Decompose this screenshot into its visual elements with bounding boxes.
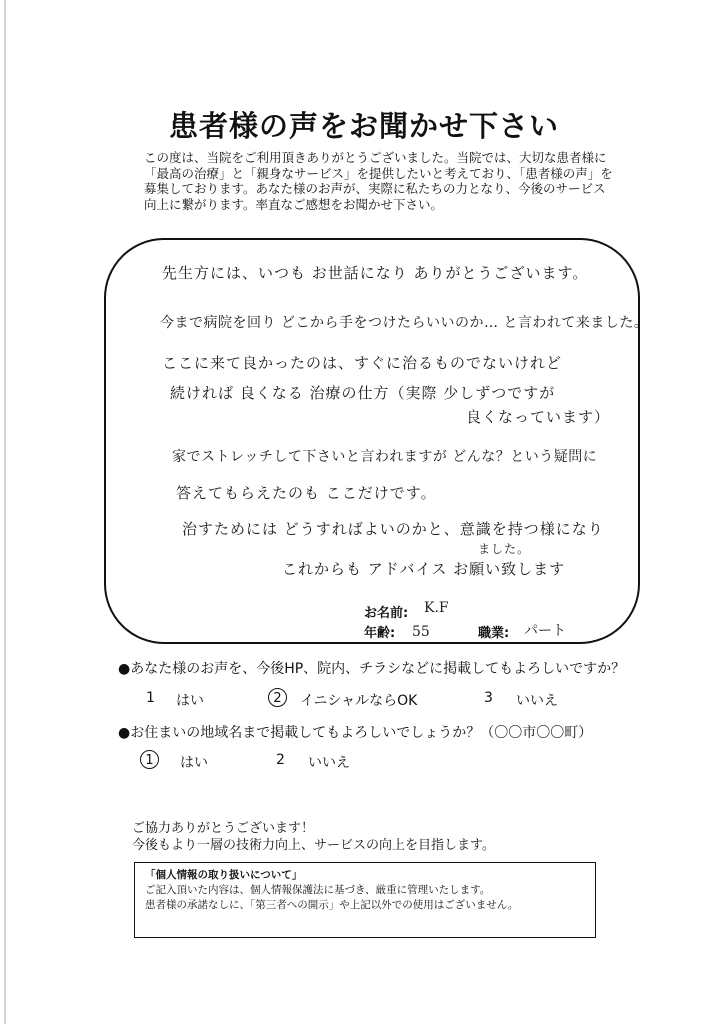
comment-line: ました。 [478,542,531,556]
comment-line: 治すためには どうすればよいのかと、意識を持つ様になり [182,520,604,538]
q2-option-1-label: はい [180,755,208,771]
comment-line: 先生方には、いつも お世話になり ありがとうございます。 [162,264,589,282]
comment-line: ここに来て良かったのは、すぐに治るものでないけれど [162,354,563,372]
name-label: お名前: [364,606,409,621]
comment-line: 答えてもらえたのも ここだけです。 [176,484,437,502]
age-label: 年齢: [364,626,396,641]
privacy-line-1: ご記入頂いた内容は、個人情報保護法に基づき、厳重に管理いたします。 [145,884,491,896]
thanks-message [132,820,495,854]
thanks-line-1: ご協力ありがとうございます！ [132,821,315,836]
selected-circle: 2 [268,688,287,707]
q1-option-3-number: 3 [484,690,493,706]
comment-line: 家でストレッチして下さいと言われますが どんな？という疑問に [172,449,598,465]
comment-line: 今まで病院を回り どこから手をつけたらいいのか… と言われて来ました。 [160,315,649,331]
q1-option-2-number [268,688,287,707]
age-value: 55 [412,624,430,640]
thanks-line-2: 今後もより一層の技術力向上、サービスの向上を目指します。 [132,838,495,853]
privacy-notice [134,862,596,938]
q2-option-2-number: 2 [276,752,285,768]
question-area: ●お住まいの地域名まで掲載してもよろしいでしょうか？（〇〇市〇〇町） [118,725,593,741]
intro-text: この度は、当院をご利用頂きありがとうございました。当院では、大切な患者様に「最高の治療」と「親身なサービス」を提供したいと考えており、「患者様の声」を募集しております。あなた様のお声が、実際に私たちの力となり、今後のサービス向上に繋がります。率直なご感想をお聞かせ下さい。 [144,150,613,212]
q2-option-1-number [140,750,159,769]
job-value: パート [524,623,566,639]
comment-line: 良くなっています） [466,408,611,426]
q1-option-1-number: 1 [146,690,155,706]
comment-box [104,238,640,644]
scan-edge [4,0,6,1024]
q1-option-2-label: イニシャルならOK [300,693,418,709]
privacy-heading: 「個人情報の取り扱いについて」 [145,869,303,881]
job-label: 職業: [478,626,510,641]
question-publish: ●あなた様のお声を、今後HP、院内、チラシなどに掲載してもよろしいですか？ [118,661,626,677]
selected-circle: 1 [140,750,159,769]
page-title: 患者様の声をお聞かせ下さい [168,109,559,143]
q1-option-3-label: いいえ [516,693,558,709]
q2-option-2-label: いいえ [308,755,350,771]
q1-option-1-label: はい [176,693,204,709]
comment-line: 続ければ 良くなる 治療の仕方（実際 少しずつですが [170,384,556,402]
privacy-line-2: 患者様の承諾なしに、「第三者への開示」や上記以外での使用はございません。 [145,899,519,911]
name-value: K.F [424,600,449,616]
comment-line: これからも アドバイス お願い致します [282,560,566,578]
